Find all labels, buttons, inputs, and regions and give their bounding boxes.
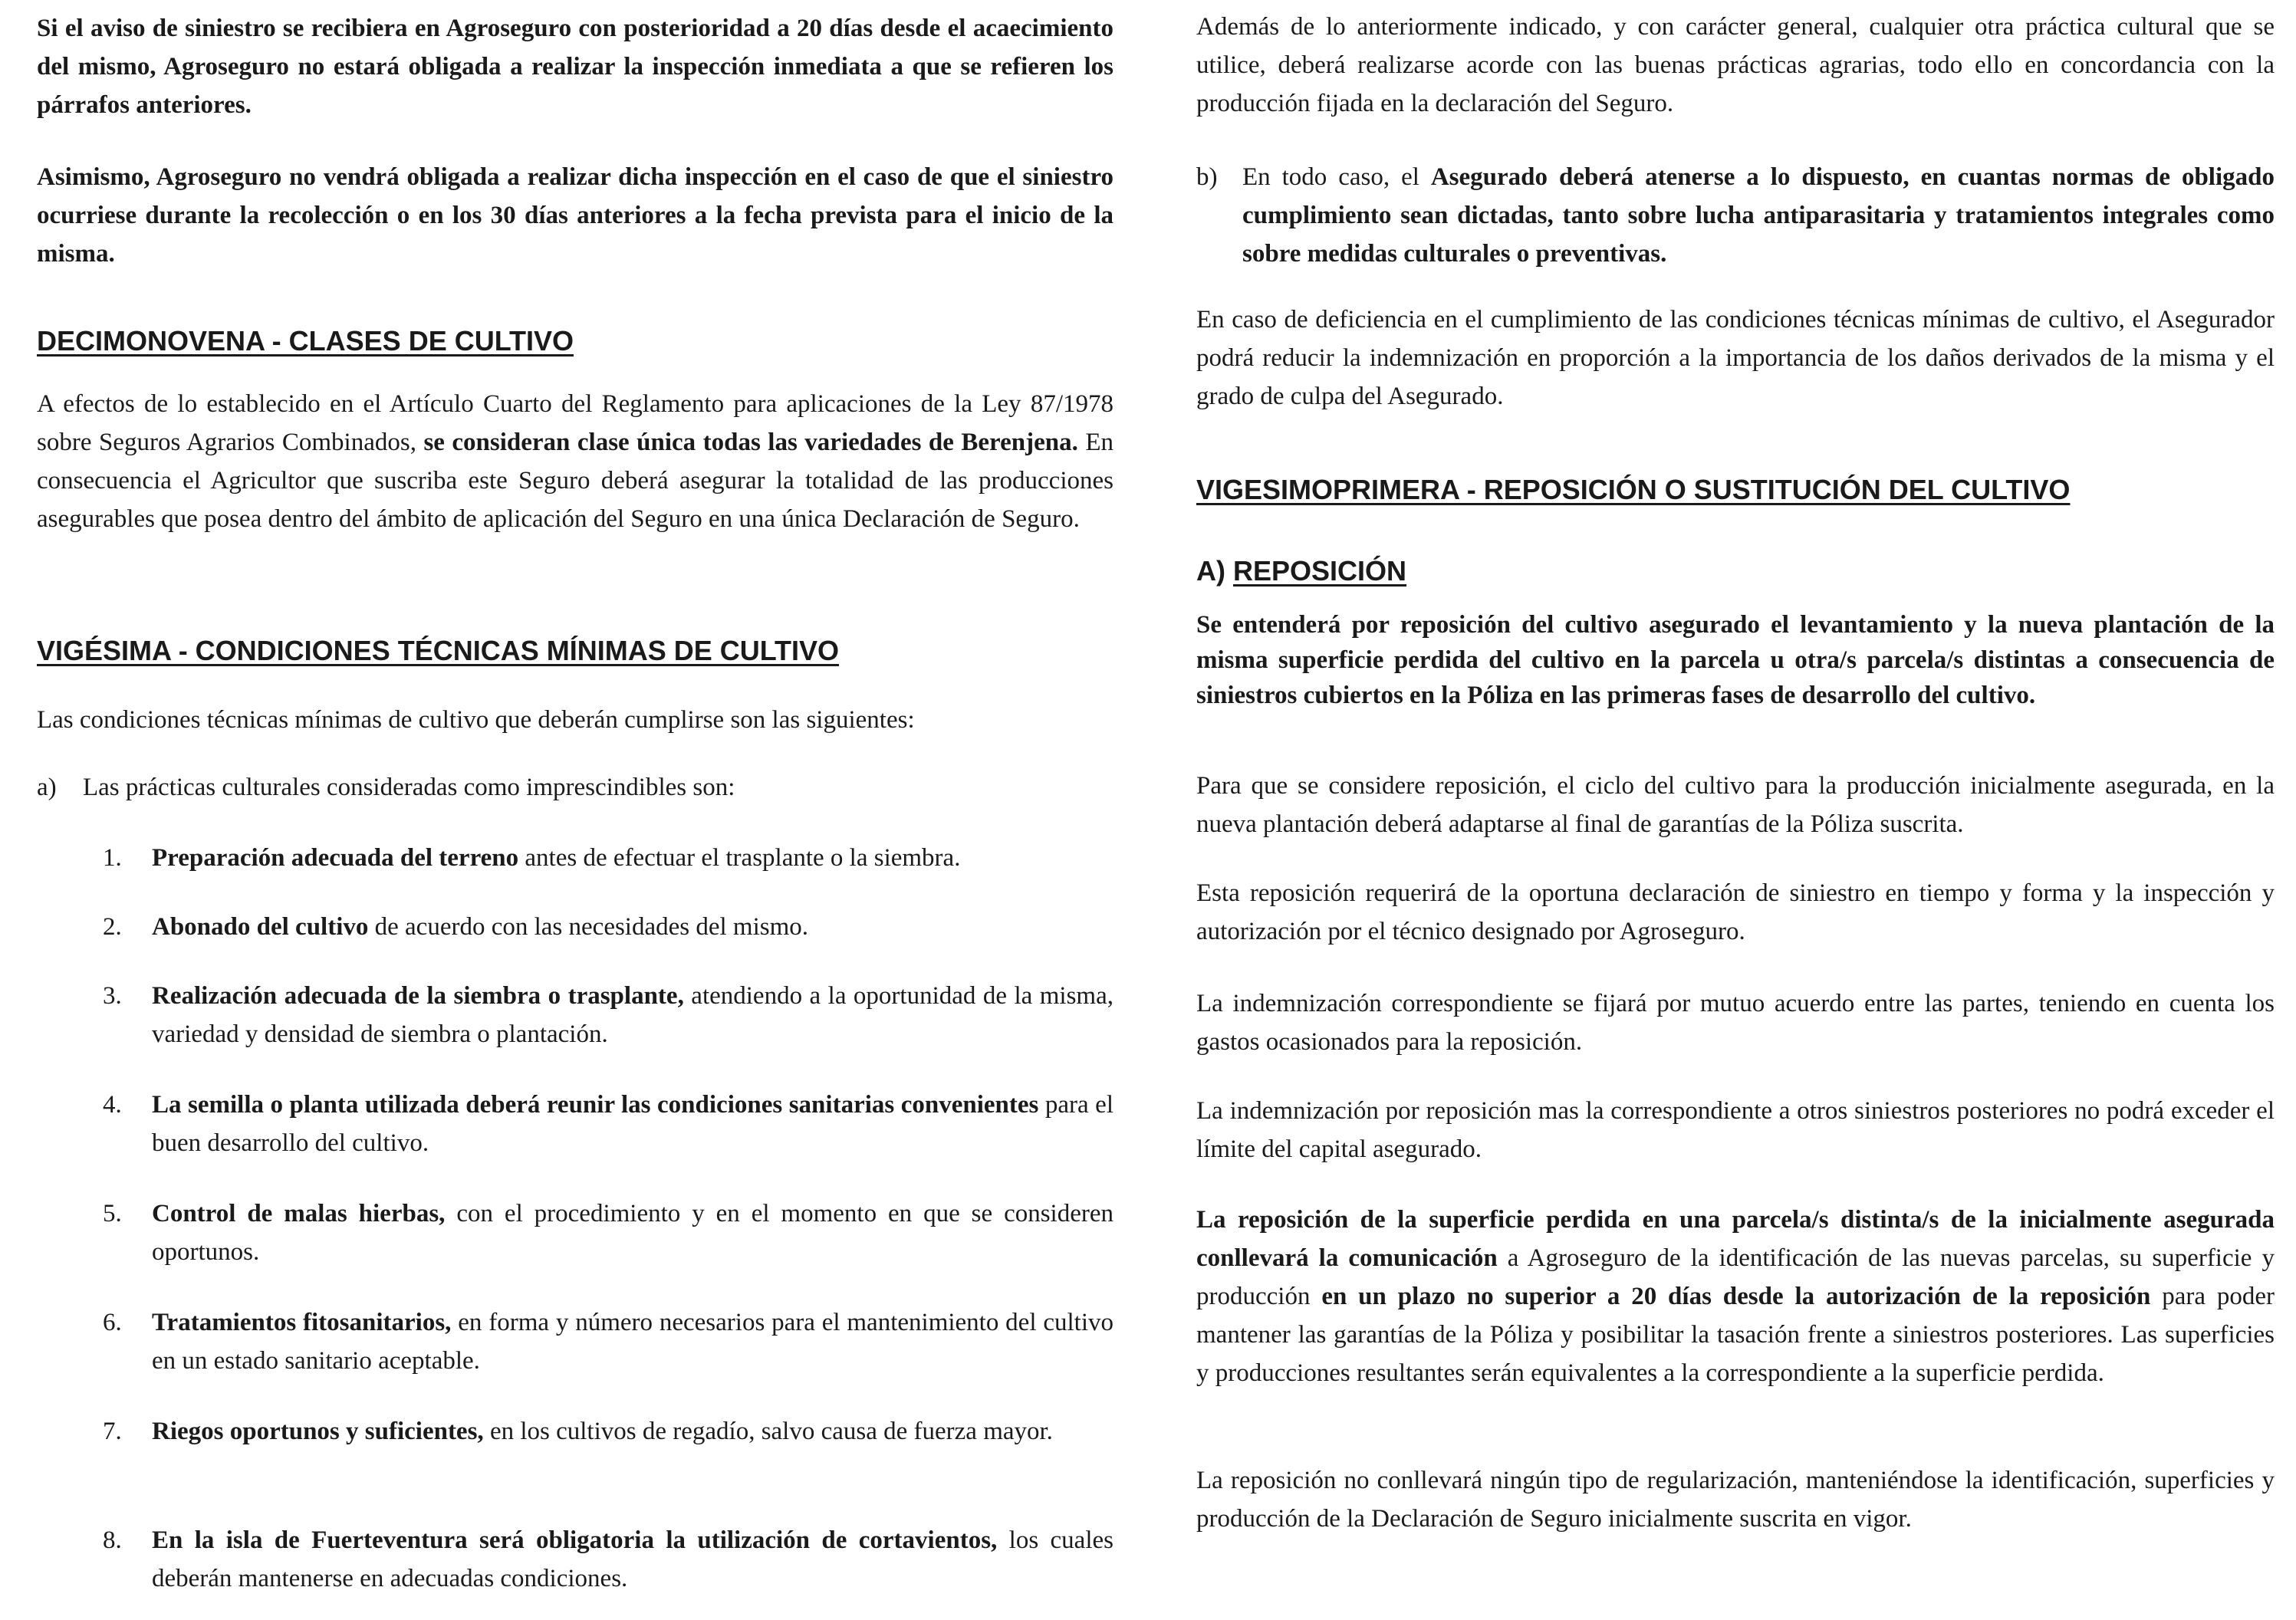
list-item-a [37, 768, 1113, 807]
text-run: En todo caso, el [1242, 163, 1431, 191]
bold-text-run: En la isla de Fuerteventura será obligatoria la utilización de cortavientos, [152, 1526, 998, 1554]
bold-text-run: La reposición de la superficie perdida en una parcela/s distinta/s de la inicialmente asegurada conllevará la comunicación [1196, 1206, 2275, 1272]
bold-text-run: La semilla o planta utilizada deberá reunir las condiciones sanitarias convenientes [152, 1091, 1039, 1119]
heading-text: DECIMONOVENA - CLASES DE CULTIVO [37, 325, 574, 357]
list-item-text: Las prácticas culturales consideradas como imprescindibles son: [83, 774, 735, 801]
heading-prefix: A) [1196, 555, 1225, 587]
list-number: 7. [103, 1418, 122, 1445]
list-item-text [152, 1086, 1113, 1162]
heading-label: REPOSICIÓN [1233, 555, 1407, 587]
list-marker: b) [1196, 163, 1218, 191]
text-run: a Agroseguro de la identificación de las nuevas parcelas, su superficie y producción [1196, 1244, 2275, 1310]
paragraph-limite-capital [1196, 1092, 2275, 1168]
list-item-text [1242, 158, 2275, 273]
text-run: A efectos de lo establecido en el Artículo Cuarto del Reglamento para aplicaciones de la Ley 87/1978 sobre Seguros Agrarios Combinados, [37, 390, 1113, 456]
text-run: en forma y número necesarios para el mantenimiento del cultivo en un estado sanitario aceptable. [152, 1309, 1113, 1375]
list-item-text [152, 1194, 1113, 1271]
paragraph-text [1196, 1201, 2275, 1392]
paragraph-text: Además de lo anteriormente indicado, y con carácter general, cualquier otra práctica cultural que se utilice, deberá realizarse acorde con las buenas prácticas agrarias, todo ello en concordancia con la producción fijada en la declaración del Seguro. [1196, 13, 2275, 117]
section-heading-vigesimoprimera [1196, 471, 2275, 509]
paragraph-text: La indemnización por reposición mas la correspondiente a otros siniestros posteriores no podrá exceder el límite del capital asegurado. [1196, 1097, 2275, 1163]
paragraph-ciclo-cultivo [1196, 767, 2275, 843]
list-number: 6. [103, 1309, 122, 1336]
section-heading-decimonovena [37, 322, 1113, 360]
list-marker: a) [37, 774, 57, 801]
list-item [37, 1521, 1113, 1598]
paragraph-text: Se entenderá por reposición del cultivo asegurado el levantamiento y la nueva plantación de la misma superficie perdida del cultivo en la parcela u otra/s parcela/s distintas a consecuencia de siniestros cubiertos en la Póliza en las primeras fases de desarrollo del cultivo. [1196, 611, 2275, 709]
list-item-text [152, 1521, 1113, 1598]
bold-text-run: en un plazo no superior a 20 días desde la autorización de la reposición [1321, 1283, 2151, 1310]
bold-text-run: Preparación adecuada del terreno [152, 844, 519, 872]
list-item [37, 1303, 1113, 1380]
paragraph-inspeccion-recoleccion [37, 158, 1113, 273]
list-item-text [152, 908, 1113, 946]
paragraph-text [37, 385, 1113, 538]
heading-text: VIGÉSIMA - CONDICIONES TÉCNICAS MÍNIMAS DE CULTIVO [37, 635, 840, 666]
bold-text-run: Asegurado deberá atenerse a lo dispuesto, en cuantas normas de obligado cumplimiento sean dictadas, tanto sobre lucha antiparasitaria y tratamientos integrales como sobre medidas culturales o preventivas. [1242, 163, 2275, 268]
bold-text-run: Realización adecuada de la siembra o trasplante, [152, 982, 684, 1010]
paragraph-text: La reposición no conllevará ningún tipo de regularización, manteniéndose la identificación, superficies y producción de la Declaración de Seguro inicialmente suscrita en vigor. [1196, 1467, 2275, 1533]
list-item-text [152, 839, 1113, 877]
bold-text-run: Riegos oportunos y suficientes, [152, 1418, 484, 1445]
list-item-text [152, 1303, 1113, 1380]
paragraph-declaracion-siniestro [1196, 874, 2275, 951]
subsection-heading-reposicion [1196, 552, 2275, 590]
paragraph-condiciones-intro [37, 701, 1113, 739]
paragraph-deficiencia [1196, 301, 2275, 416]
section-heading-vigesima [37, 632, 1113, 670]
text-run: con el procedimiento y en el momento en que se consideren oportunos. [152, 1200, 1114, 1266]
paragraph-text: Asimismo, Agroseguro no vendrá obligada a realizar dicha inspección en el caso de que el siniestro ocurriese durante la recolección o en los 30 días anteriores a la fecha prevista para el inicio de la misma. [37, 163, 1113, 268]
paragraph-practicas-culturales [1196, 8, 2275, 123]
bold-text-run: se consideran clase única todas las variedades de Berenjena. [423, 429, 1078, 456]
list-number: 1. [103, 844, 122, 872]
paragraph-clases-cultivo [37, 385, 1113, 538]
paragraph-definicion-reposicion [1196, 607, 2275, 713]
list-number: 8. [103, 1526, 122, 1554]
paragraph-text: En caso de deficiencia en el cumplimiento de las condiciones técnicas mínimas de cultivo, el Asegurador podrá reducir la indemnización en proporción a la importancia de los daños derivados de la misma y el grado de culpa del Asegurado. [1196, 306, 2275, 410]
list-item [37, 1194, 1113, 1271]
paragraph-text: Si el aviso de siniestro se recibiera en Agroseguro con posterioridad a 20 días desde el acaecimiento del mismo, Agroseguro no estará obligada a realizar la inspección inmediata a que se refieren los párrafos anteriores. [37, 15, 1113, 119]
bold-text-run: Abonado del cultivo [152, 913, 369, 941]
heading-text [1196, 552, 2275, 590]
paragraph-regularizacion [1196, 1461, 2275, 1538]
list-number: 3. [103, 982, 122, 1010]
bold-text-run: Tratamientos fitosanitarios, [152, 1309, 452, 1336]
paragraph-text: Esta reposición requerirá de la oportuna declaración de siniestro en tiempo y forma y la inspección y autorización por el técnico designado por Agroseguro. [1196, 879, 2275, 945]
list-number: 5. [103, 1200, 122, 1227]
list-item-text [152, 1412, 1113, 1451]
list-number: 4. [103, 1091, 122, 1119]
text-run: atendiendo a la oportunidad de la misma, variedad y densidad de siembra o plantación. [152, 982, 1113, 1048]
heading-text: VIGESIMOPRIMERA - REPOSICIÓN O SUSTITUCIÓN DEL CULTIVO [1196, 474, 2071, 505]
text-run: de acuerdo con las necesidades del mismo. [368, 913, 809, 941]
text-run: antes de efectuar el trasplante o la siembra. [518, 844, 961, 872]
paragraph-text: Las condiciones técnicas mínimas de cultivo que deberán cumplirse son las siguientes: [37, 706, 915, 734]
list-item-b [1196, 158, 2275, 273]
bold-text-run: Control de malas hierbas, [152, 1200, 446, 1227]
list-number: 2. [103, 913, 122, 941]
text-run: para poder mantener las garantías de la Póliza y posibilitar la tasación frente a siniestros posteriores. Las superficies y producciones resultantes serán equivalentes a la correspondiente a la superficie perdida. [1196, 1283, 2275, 1387]
list-item [37, 1412, 1113, 1451]
text-run: En consecuencia el Agricultor que suscriba este Seguro deberá asegurar la totalidad de las producciones asegurables que posea dentro del ámbito de aplicación del Seguro en una única Declaración de Seguro. [37, 429, 1113, 533]
paragraph-superficie-perdida [1196, 1201, 2275, 1392]
list-item [37, 839, 1113, 877]
paragraph-text: La indemnización correspondiente se fijará por mutuo acuerdo entre las partes, teniendo en cuenta los gastos ocasionados para la reposición. [1196, 990, 2275, 1056]
paragraph-indemnizacion-acuerdo [1196, 984, 2275, 1061]
list-item-text [152, 977, 1113, 1053]
paragraph-aviso-siniestro [37, 9, 1113, 124]
text-run: para el buen desarrollo del cultivo. [152, 1091, 1113, 1157]
text-run: en los cultivos de regadío, salvo causa de fuerza mayor. [483, 1418, 1053, 1445]
list-item [37, 1086, 1113, 1162]
list-item [37, 977, 1113, 1053]
list-item [37, 908, 1113, 946]
paragraph-text: Para que se considere reposición, el ciclo del cultivo para la producción inicialmente asegurada, en la nueva plantación deberá adaptarse al final de garantías de la Póliza suscrita. [1196, 772, 2275, 838]
text-run: los cuales deberán mantenerse en adecuadas condiciones. [152, 1526, 1113, 1592]
